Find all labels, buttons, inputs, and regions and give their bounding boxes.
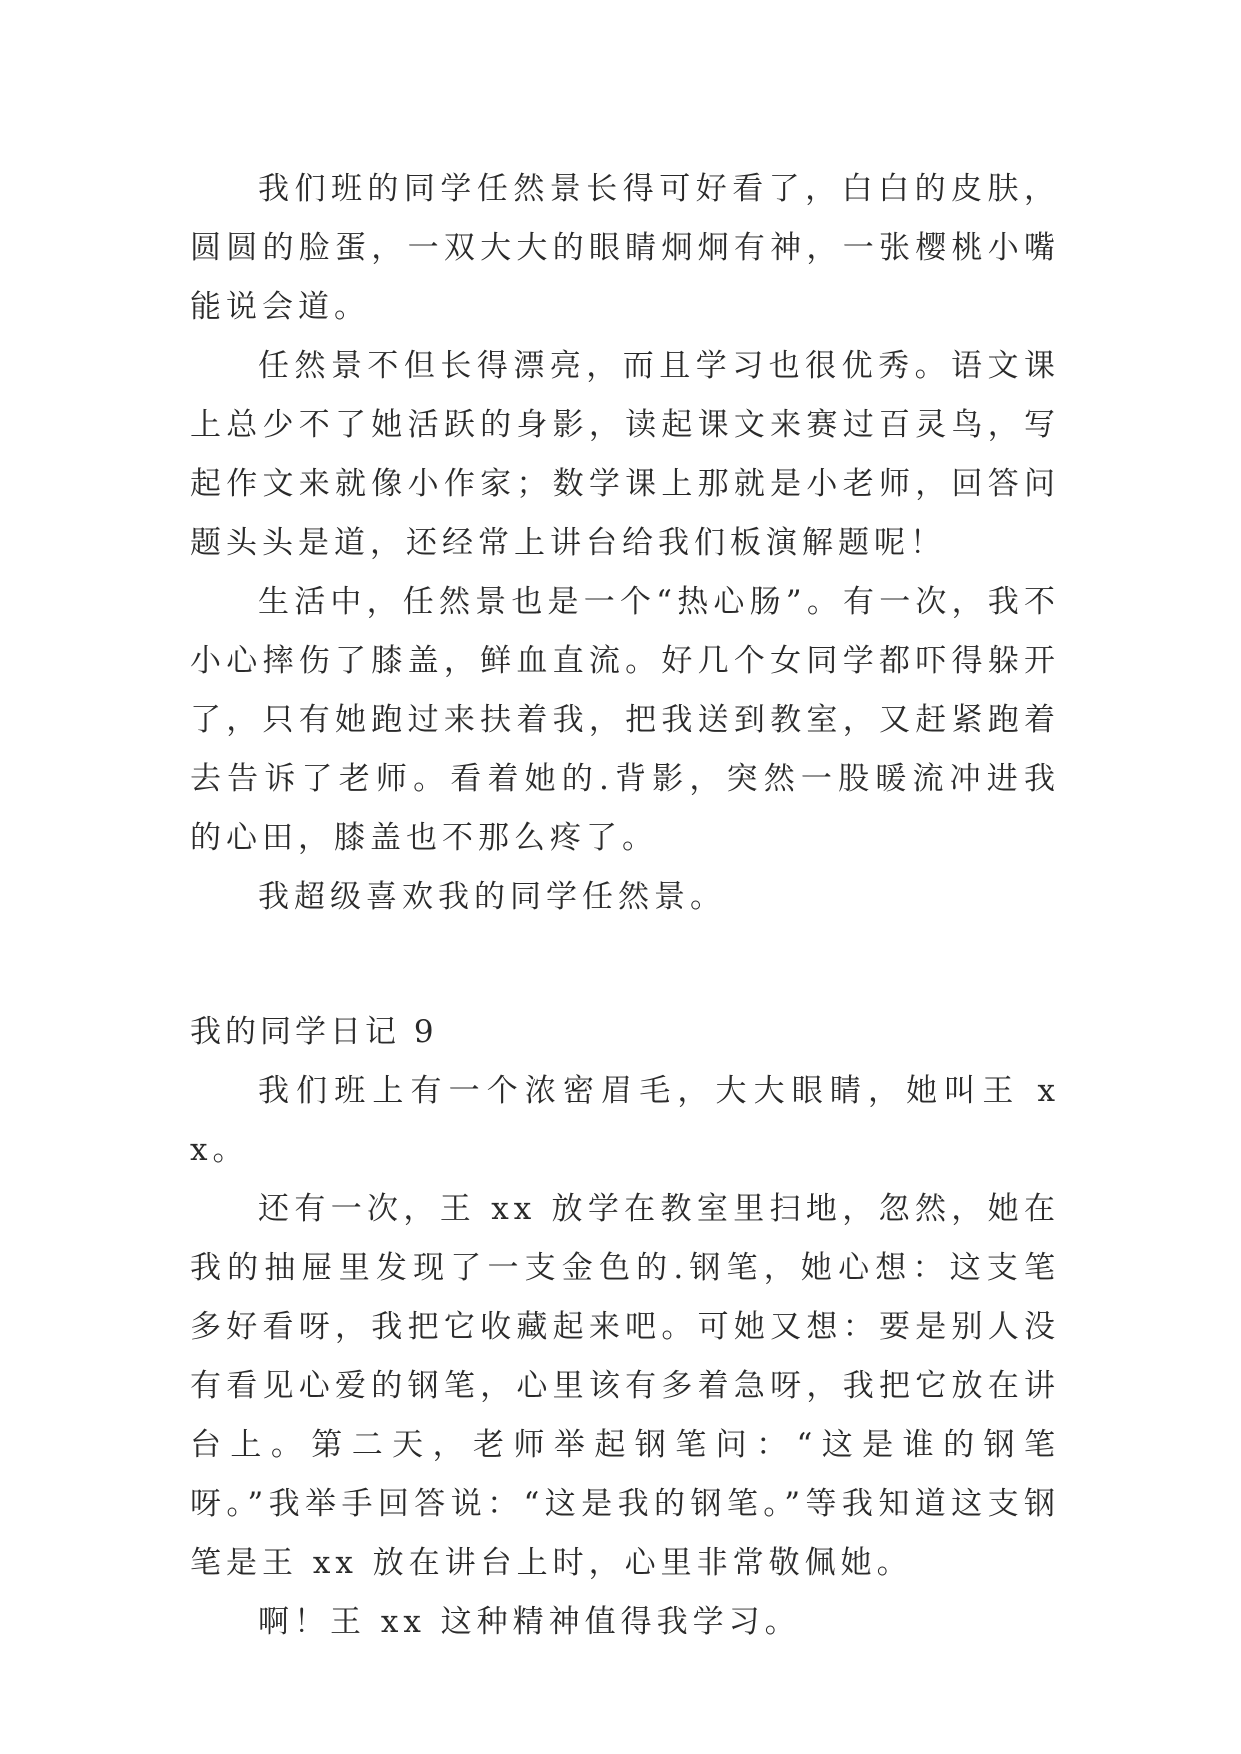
paragraph: 生活中，任然景也是一个“热心肠”。有一次，我不小心摔伤了膝盖，鲜血直流。好几个女同学都吓得躲开了，只有她跑过来扶着我，把我送到教室，又赶紧跑着去告诉了老师。看着她的.背影，突然一股暖流冲进我的心田，膝盖也不那么疼了。	[190, 584, 1060, 856]
paragraph: 我们班的同学任然景长得可好看了，白白的皮肤，圆圆的脸蛋，一双大大的眼睛炯炯有神，一张樱桃小嘴能说会道。	[190, 171, 1060, 325]
paragraph: 我超级喜欢我的同学任然景。	[258, 879, 726, 915]
paragraph: 我们班上有一个浓密眉毛，大大眼睛，她叫王 xx。	[190, 1073, 1060, 1168]
section-title: 我的同学日记 9	[190, 1014, 438, 1050]
paragraph: 啊！王 xx 这种精神值得我学习。	[258, 1604, 801, 1640]
paragraph: 任然景不但长得漂亮，而且学习也很优秀。语文课上总少不了她活跃的身影，读起课文来赛过百灵鸟，写起作文来就像小作家；数学课上那就是小老师，回答问题头头是道，还经常上讲台给我们板演解题呢！	[190, 348, 1060, 561]
document-body	[190, 160, 1060, 1652]
paragraph: 还有一次，王 xx 放学在教室里扫地，忽然，她在我的抽屉里发现了一支金色的.钢笔，她心想：这支笔多好看呀，我把它收藏起来吧。可她又想：要是别人没有看见心爱的钢笔，心里该有多着急呀，我把它放在讲台上。第二天，老师举起钢笔问：“这是谁的钢笔呀。”我举手回答说：“这是我的钢笔。”等我知道这支钢笔是王 xx 放在讲台上时，心里非常敬佩她。	[190, 1191, 1060, 1581]
